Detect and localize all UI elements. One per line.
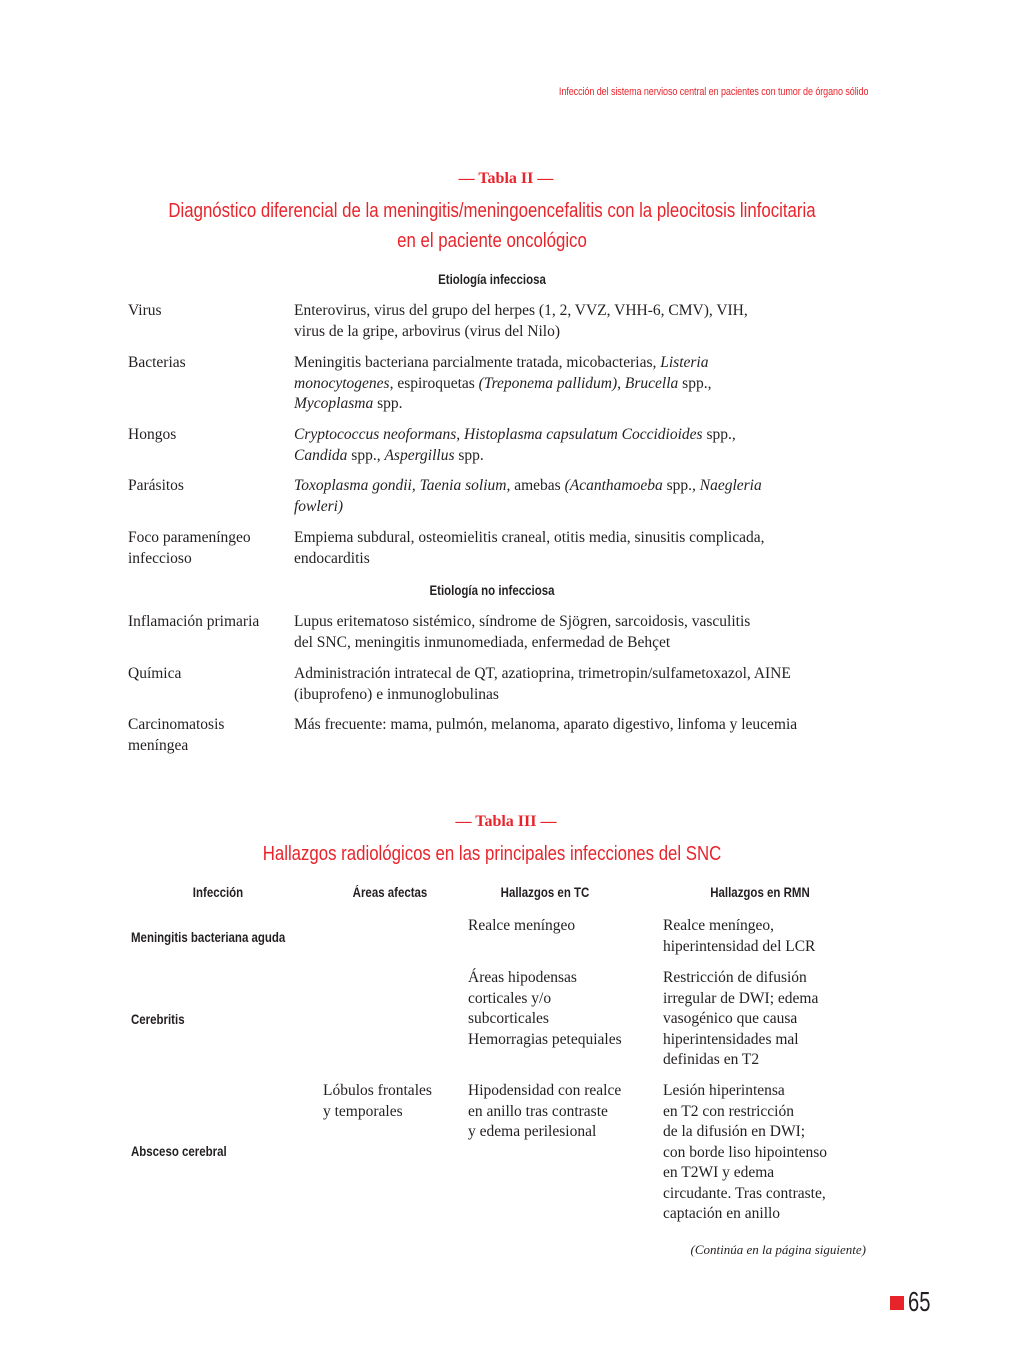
- section-etiologia-no-infecciosa: Etiología no infecciosa: [429, 583, 555, 598]
- cell-line: circudante. Tras contraste,: [663, 1184, 826, 1202]
- cell-tc: [468, 1081, 621, 1143]
- row-key-text: Foco parameníngeo: [128, 529, 251, 546]
- text-run: spp.: [702, 426, 732, 443]
- row-key: [128, 301, 288, 322]
- row-key-text: infeccioso: [128, 549, 192, 567]
- text-run: spp.: [454, 446, 484, 464]
- cell-rmn: [663, 916, 815, 957]
- cell-line: Restricción de difusión: [663, 969, 807, 986]
- cell-line: con borde liso hipointenso: [663, 1143, 828, 1161]
- row-key-text: Carcinomatosis: [128, 716, 225, 733]
- tabla3-title-text: Hallazgos radiológicos en las principales infecciones del SNC: [262, 843, 722, 865]
- cell-tc: [468, 916, 575, 937]
- cell-line: Áreas hipodensas: [468, 969, 577, 986]
- row-value: [294, 476, 864, 517]
- row-value: [294, 715, 864, 736]
- row-key: [128, 664, 288, 685]
- cell-line: Realce meníngeo,: [663, 917, 775, 934]
- row-value: [294, 353, 864, 415]
- cell-line: subcorticales: [468, 1010, 549, 1027]
- row-value-line: (ibuprofeno) e inmunoglobulinas: [294, 685, 499, 703]
- row-key-text: meníngea: [128, 736, 189, 754]
- cell-line: Hipodensidad con realce: [468, 1082, 622, 1099]
- row-value-line: virus de la gripe, arbovirus (virus del Nilo): [294, 322, 561, 340]
- row-value: [294, 301, 864, 342]
- row-value-line: [294, 374, 864, 395]
- row-name-absceso: Absceso cerebral: [131, 1144, 227, 1159]
- row-key-text: Parásitos: [128, 477, 184, 494]
- tabla2-title-line1: Diagnóstico diferencial de la meningitis/meningoencefalitis con la pleocitosis linfocitaria: [168, 200, 816, 222]
- page-marker-square: [890, 1296, 904, 1310]
- column-header-infeccion: Infección: [192, 885, 244, 900]
- tabla3-title: [79, 839, 906, 869]
- cell-line: Lesión hiperintensa: [663, 1082, 785, 1099]
- cell-line: irregular de DWI; edema: [663, 989, 819, 1007]
- row-key-text: Virus: [128, 302, 162, 319]
- row-value: [294, 612, 864, 653]
- row-key: [128, 425, 288, 446]
- text-run: spp.: [373, 395, 403, 412]
- row-value-line: [294, 425, 864, 446]
- cell-rmn: [663, 968, 818, 1071]
- text-run: amebas: [510, 477, 565, 494]
- row-value-line: Empiema subdural, osteomielitis craneal, otitis media, sinusitis complicada,: [294, 529, 765, 546]
- cell-line: Realce meníngeo: [468, 917, 576, 934]
- text-run: spp.: [678, 374, 708, 392]
- row-key: [128, 476, 288, 497]
- row-value-line: [294, 353, 864, 374]
- row-value-line: [294, 497, 864, 518]
- cell-line: hiperintensidades mal: [663, 1030, 799, 1048]
- text-run-italic: (Acanthamoeba: [564, 477, 663, 494]
- cell-rmn: [663, 1081, 827, 1225]
- row-key: [128, 715, 288, 756]
- row-key-text: Bacterias: [128, 354, 186, 371]
- row-name-cerebritis: Cerebritis: [131, 1012, 185, 1027]
- text-run-italic: ,: [707, 374, 712, 392]
- row-value-line: Administración intratecal de QT, azatioprina, trimetropin/sulfametoxazol, AINE: [294, 665, 791, 682]
- cell-tc: [468, 968, 622, 1050]
- text-run-italic: Mycoplasma: [294, 395, 374, 412]
- text-run: , espiroquetas: [389, 374, 479, 392]
- cell-line: vasogénico que causa: [663, 1010, 798, 1027]
- row-key-text: Hongos: [128, 426, 177, 443]
- cell-line: Hemorragias petequiales: [468, 1030, 622, 1048]
- cell-line: hiperintensidad del LCR: [663, 937, 816, 955]
- row-value-line: del SNC, meningitis inmunomediada, enfermedad de Behçet: [294, 633, 671, 651]
- cell-line: de la difusión en DWI;: [663, 1123, 806, 1140]
- row-key: [128, 353, 288, 374]
- text-run-italic: , Naegleria: [692, 477, 762, 494]
- cell-line: en T2 con restricción: [663, 1102, 794, 1120]
- row-key-text: Inflamación primaria: [128, 613, 260, 630]
- text-run-italic: , Listeria: [652, 354, 709, 371]
- continued-note: (Continúa en la página siguiente): [690, 1242, 866, 1257]
- column-header-rmn: Hallazgos en RMN: [710, 885, 810, 900]
- cell-line: captación en anillo: [663, 1205, 781, 1222]
- cell-line: y temporales: [323, 1102, 403, 1120]
- cell-line: en T2WI y edema: [663, 1164, 775, 1181]
- cell-line: corticales y/o: [468, 989, 552, 1007]
- text-run-italic: Cryptococcus neoformans, Histoplasma capsulatum Coccidioides: [294, 426, 703, 443]
- row-value-line: [294, 394, 864, 415]
- cell-line: y edema perilesional: [468, 1123, 597, 1140]
- row-value-line: Más frecuente: mama, pulmón, melanoma, aparato digestivo, linfoma y leucemia: [294, 716, 798, 733]
- text-run: spp.,: [347, 446, 385, 464]
- row-value-line: [294, 476, 864, 497]
- row-key: [128, 528, 288, 569]
- row-value-line: endocarditis: [294, 549, 370, 567]
- row-key-text: Química: [128, 665, 182, 682]
- tabla2-title: [79, 196, 906, 256]
- page-number: 65: [908, 1286, 931, 1317]
- column-header-tc: Hallazgos en TC: [500, 885, 590, 900]
- text-run-italic: fowleri): [294, 497, 344, 515]
- row-value: [294, 664, 864, 705]
- cell-areas: [323, 1081, 432, 1122]
- column-header-areas: Áreas afectas: [352, 885, 428, 900]
- text-run-italic: Candida: [294, 446, 348, 464]
- tabla2-title-line2: en el paciente oncológico: [397, 230, 587, 252]
- row-name-meningitis: Meningitis bacteriana aguda: [131, 930, 286, 945]
- text-run: spp.: [662, 477, 692, 494]
- text-run-italic: Toxoplasma gondii, Taenia solium,: [294, 477, 511, 494]
- row-key: [128, 612, 288, 633]
- text-run-italic: monocytogenes: [294, 374, 390, 392]
- cell-line: Lóbulos frontales: [323, 1082, 432, 1099]
- text-run-italic: ,: [731, 426, 736, 443]
- row-value: [294, 528, 864, 569]
- cell-line: definidas en T2: [663, 1051, 760, 1068]
- text-run: Meningitis bacteriana parcialmente tratada, micobacterias: [294, 354, 653, 371]
- row-value: [294, 425, 864, 466]
- row-value-line: Enterovirus, virus del grupo del herpes (1, 2, VVZ, VHH-6, CMV), VIH,: [294, 302, 748, 319]
- row-value-line: Lupus eritematoso sistémico, síndrome de Sjögren, sarcoidosis, vasculitis: [294, 613, 751, 630]
- running-header: Infección del sistema nervioso central en pacientes con tumor de órgano sólido: [558, 86, 868, 98]
- cell-line: en anillo tras contraste: [468, 1102, 608, 1120]
- text-run-italic: (Treponema pallidum), Brucella: [478, 374, 679, 392]
- row-value-line: [294, 446, 864, 467]
- tabla3-label: — Tabla III —: [455, 813, 557, 830]
- section-etiologia-infecciosa: Etiología infecciosa: [438, 272, 546, 287]
- tabla2-label: — Tabla II —: [458, 170, 554, 187]
- text-run-italic: Aspergillus: [384, 446, 455, 464]
